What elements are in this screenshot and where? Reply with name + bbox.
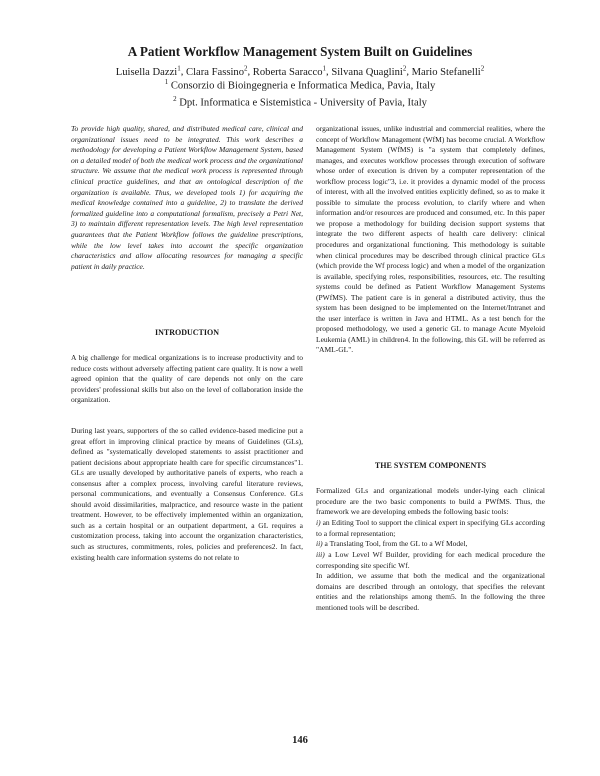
author: Silvana Quaglini$^2$ <box>331 64 407 78</box>
author-separator: , <box>180 66 187 78</box>
list-item: iii) a Low Level Wf Builder, providing for each medical procedure the corresponding site specific Wf. <box>316 550 545 570</box>
paragraph: In addition, we assume that both the medical and the organizational domains are described through an ontology, that specifies the relevant entities and the relationships among them5. In the following the three mentioned tools will be described. <box>316 571 545 612</box>
paragraph: Formalized GLs and organizational models under-lying each clinical procedure are the two basic components to build a PWfMS. Thus, the framework we are developing embeds the following basic tools: <box>316 486 545 517</box>
paper-title: A Patient Workflow Management System Built on Guidelines <box>127 44 473 59</box>
affiliation: $^2$ Dpt. Informatica e Sistemistica - University of Pavia, Italy <box>173 95 427 109</box>
author: Clara Fassino$^2$ <box>186 64 248 78</box>
author: Roberta Saracco$^1$ <box>252 64 327 78</box>
author-separator: , <box>406 66 412 78</box>
paragraph: A big challenge for medical organizations is to increase productivity and to reduce costs without adversely affecting patient care quality. It is now a well agreed opinion that the quality of care depends not only on the care providers' professional skills but also on the level of collaboration inside the organization. <box>71 353 303 405</box>
section-heading-introduction: INTRODUCTION <box>154 328 219 337</box>
author: Mario Stefanelli$^2$ <box>411 64 485 78</box>
author-separator: , <box>247 66 253 78</box>
list-item: ii) a Translating Tool, from the GL to a Wf Model, <box>316 539 468 548</box>
paragraph: During last years, supporters of the so called evidence-based medicine put a great effort in improving clinical practice by means of Guidelines (GLs), defined as "systematically developed statements to assist practitioner and patient decisions about appropriate health care for specific circumstances"1. GLs are usually developed by authoritative panels of experts, who reach a consensus after a complex process, involving careful literature reviews, personal communications, and eventually a Consensus Conference. GLs should avoid dissimilarities, malpractice, and resource waste in the patient treatment. However, to be effectively implemented within an organization, such as a certain hospital or an outpatient department, a GL requires a customization process, taking into account the organization characteristics, such as structures, commitments, roles, policies and preferences2. In fact, existing health care information systems do not relate to <box>71 426 303 562</box>
abstract: To provide high quality, shared, and distributed medical care, clinical and organizational issues need to be integrated. This work describes a methodology for developing a Patient Workflow Management System, based on a detailed model of both the medical work process and the organizational structure. We assume that the medical work process is represented through clinical practice guidelines, and that an ontological description of the organization is available. Thus, we developed tools 1) for acquiring the medical knowledge contained into a guideline, 2) to translate the derived formalized guideline into a computational formalism, precisely a Petri Net, 3) to maintain different representation levels. The high level representation guarantees that the Patient Workflow follows the guideline prescriptions, while the low level takes into account the specific organization characteristics and allow allocating resources for managing a specific patient in daily practice. <box>71 124 303 271</box>
list-item: i) an Editing Tool to support the clinical expert in specifying GLs according to a formal representation; <box>316 518 545 538</box>
author-separator: , <box>326 66 332 78</box>
section-heading-system-components: THE SYSTEM COMPONENTS <box>374 461 487 470</box>
paragraph: organizational issues, unlike industrial and commercial realities, where the concept of Workflow Management (WfM) has become crucial. A Workflow Management System (WfMS) is "a system that completely defines, manages, and executes workflow processes through execution of software whose order of execution is driven by a computer representation of the workflow process logic"3, i.e. it provides a dynamic model of the process of interest, with all the involved entities explicitly defined, so as to make it possible to simulate the process evolution, to clarify where and when information and/or resources are produced and consumed, etc. In this paper we propose a methodology for building decision support systems that integrate the two different aspects of health care delivery: clinical procedures and organizational functioning. This methodology is suitable when clinical procedures may be described through clinical practice GLs (which provide the Wf process logic) and when a model of the organization is available, specifying roles, responsibilities, resources, etc. The resulting systems could be defined as Patient Workflow Management Systems (PWfMS). The patient care is in general a distributed activity, thus the system has been designed to be implemented on the Internet/Intranet and the user interface is written in Java and HTML. As a test bench for the proposed methodology, we used a generic GL to manage Acute Myeloid Leukemia (AML) in children4. In the following, this GL will be referred as "AML-GL". <box>316 124 545 355</box>
page-number: 146 <box>292 735 308 746</box>
author: Luisella Dazzi$^1$ <box>115 64 181 78</box>
affiliation: $^1$ Consorzio di Bioingegneria e Informatica Medica, Pavia, Italy <box>164 78 436 92</box>
